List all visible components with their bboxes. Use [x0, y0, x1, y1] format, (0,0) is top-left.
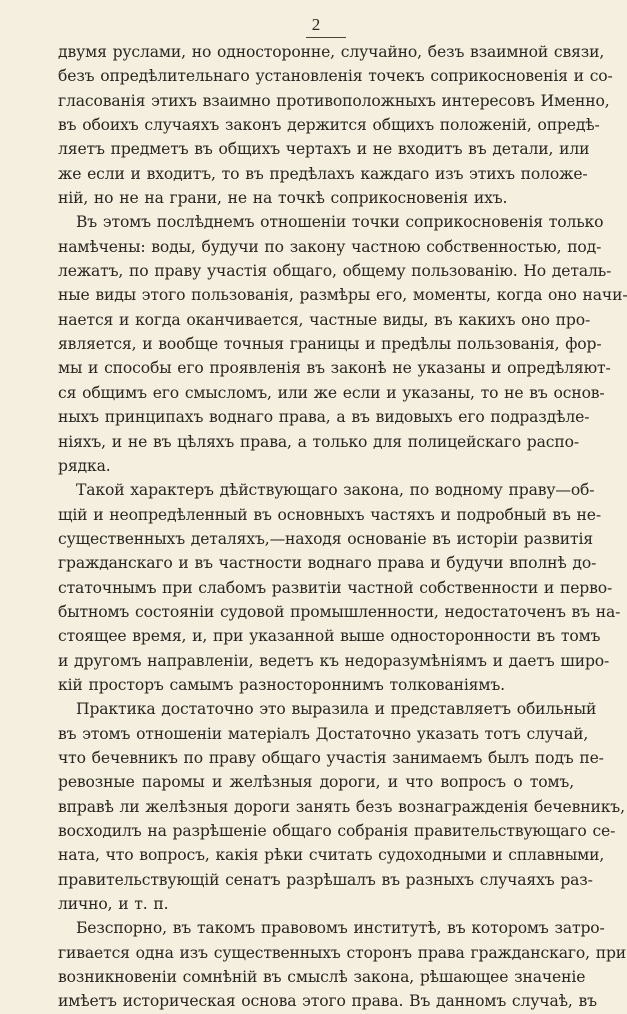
paragraph	[58, 40, 613, 210]
text-line: намѣчены: воды, будучи по закону частною собственностью, под-	[58, 237, 602, 256]
paragraph	[58, 210, 627, 478]
text-line: возникновеніи сомнѣній въ смыслѣ закона, рѣшающее значеніе	[58, 968, 586, 987]
text-line: лично, и т. п.	[58, 895, 169, 914]
text-line: что бечевникъ по праву общаго участія занимаемъ былъ подъ пе-	[58, 748, 604, 767]
text-line: гласованія этихъ взаимно противоположныхъ интересовъ Именно,	[58, 91, 610, 110]
text-line: въ этомъ отношеніи матеріалъ Достаточно указать тотъ случай,	[58, 724, 589, 743]
text-line: является, и вообще точныя границы и предѣлы пользованія, фор-	[58, 335, 602, 354]
paragraph	[58, 916, 627, 1013]
text-line: Безспорно, въ такомъ правовомъ институтѣ, въ которомъ затро-	[76, 919, 605, 938]
text-line: имѣетъ историческая основа этого права. Въ данномъ случаѣ, въ	[58, 992, 597, 1011]
text-line: правительствующій сенатъ разрѣшалъ въ разныхъ случаяхъ раз-	[58, 870, 593, 889]
text-line: мы и способы его проявленія въ законѣ не указаны и опредѣляют-	[58, 359, 611, 378]
text-line: ся общимъ его смысломъ, или же если и указаны, то не въ основ-	[58, 383, 605, 402]
text-line: ляетъ предметъ въ общихъ чертахъ и не входитъ въ детали, или	[58, 140, 590, 159]
text-line: щій и неопредѣленный въ основныхъ частяхъ и подробный въ не-	[58, 505, 601, 524]
header-rule	[306, 37, 346, 38]
text-line: и другомъ направленіи, ведетъ къ недоразумѣніямъ и даетъ широ-	[58, 651, 610, 670]
text-line: восходилъ на разрѣшеніе общаго собранія правительствующаго се-	[58, 822, 616, 840]
text-line: ната, что вопросъ, какія рѣки считать судоходными и сплавными,	[58, 846, 605, 865]
text-line: ные виды этого пользованія, размѣры его, моменты, когда оно начи-	[58, 286, 627, 305]
text-line: стоящее время, и, при указанной выше односторонности въ томъ	[58, 627, 601, 646]
text-line: Практика достаточно это выразила и представляетъ обильный	[76, 700, 597, 719]
text-line: нается и когда оканчивается, частные виды, въ какихъ оно про-	[58, 310, 591, 329]
text-body	[58, 40, 627, 1014]
text-line: Въ этомъ послѣднемъ отношеніи точки соприкосновенія только	[76, 213, 604, 232]
text-line: вправѣ ли желѣзныя дороги занять безъ вознагражденія бечевникъ,	[58, 797, 625, 816]
text-line: ніяхъ, и не въ цѣляхъ права, а только для полицейскаго распо-	[58, 432, 579, 451]
paragraph	[58, 697, 625, 916]
page-number: 2	[311, 15, 321, 34]
text-line: гражданскаго и въ частности воднаго права и будучи вполнѣ до-	[58, 554, 597, 573]
text-line: статочнымъ при слабомъ развитіи частной собственности и перво-	[58, 578, 613, 597]
text-line: Такой характеръ дѣйствующаго закона, по водному праву—об-	[76, 481, 595, 500]
page-header	[58, 14, 574, 40]
text-line: кій просторъ самымъ разностороннимъ толкованіямъ.	[58, 675, 505, 694]
text-line: въ обоихъ случаяхъ законъ держится общихъ положеній, опредѣ-	[58, 116, 600, 135]
text-line: рядка.	[58, 456, 111, 475]
text-line: безъ опредѣлительнаго установленія точекъ соприкосновенія и со-	[58, 67, 613, 86]
text-line: существенныхъ деталяхъ,—находя основаніе въ исторіи развитія	[58, 529, 593, 548]
text-line: бытномъ состояніи судовой промышленности, недостаточенъ въ на-	[58, 602, 621, 621]
text-line: ній, но не на грани, не на точкѣ соприкосновенія ихъ.	[58, 189, 508, 208]
paragraph	[58, 478, 621, 697]
text-line: ревозные паромы и желѣзныя дороги, и что вопросъ о томъ,	[58, 773, 574, 792]
text-line: лежатъ, по праву участія общаго, общему пользованію. Но деталь-	[58, 262, 612, 281]
text-line: ныхъ принципахъ воднаго права, а въ видовыхъ его подраздѣле-	[58, 408, 590, 427]
text-line: двумя руслами, но одностороннe, случайно, безъ взаимной связи,	[58, 43, 605, 61]
text-line: же если и входитъ, то въ предѣлахъ каждаго изъ этихъ положе-	[58, 164, 588, 183]
text-line: гивается одна изъ существенныхъ сторонъ права гражданскаго, при	[58, 943, 627, 962]
